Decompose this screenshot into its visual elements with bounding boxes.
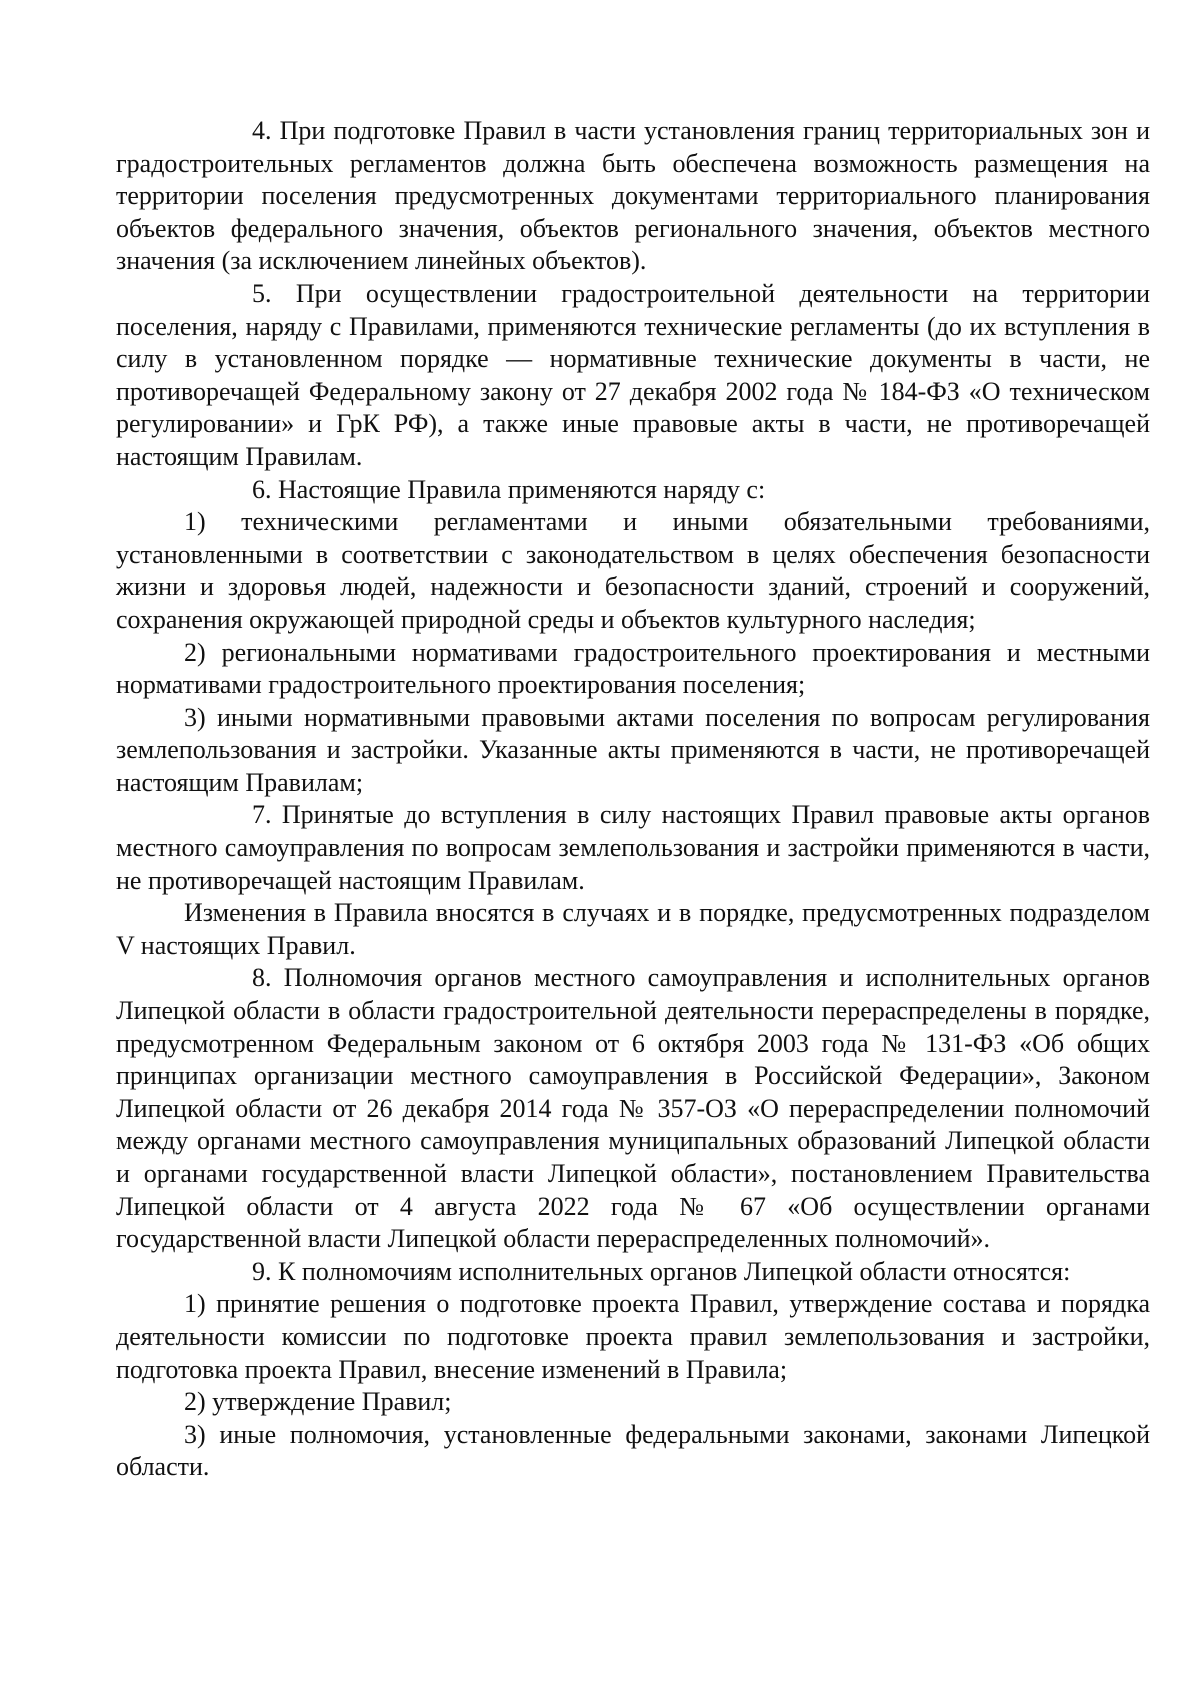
subitem-6-1 [116, 506, 1150, 636]
paragraph-text: К полномочиям исполнительных органов Липецкой области относятся: [278, 1256, 1071, 1286]
paragraph-number: 9. [252, 1256, 272, 1286]
paragraph-number: 6. [252, 474, 272, 504]
paragraph-5 [116, 278, 1150, 474]
subitem-number: 3) [184, 702, 206, 732]
paragraph-amendments [116, 897, 1150, 962]
paragraph-text: Изменения в Правила вносятся в случаях и в порядке, предусмотренных подразделом V настоящих Правил. [116, 898, 1150, 960]
subitem-6-2 [116, 637, 1150, 702]
subitem-text: региональными нормативами градостроительного проектирования и местными нормативами градостроительного проектирования поселения; [116, 637, 1150, 700]
subitem-9-1 [116, 1288, 1150, 1386]
paragraph-text: Настоящие Правила применяются наряду с: [278, 474, 766, 504]
paragraph-number: 4. [252, 116, 272, 145]
paragraph-7 [116, 799, 1150, 897]
subitem-text: утверждение Правил; [212, 1387, 452, 1417]
paragraph-9 [116, 1256, 1150, 1289]
document-page [116, 115, 1150, 1484]
subitem-9-3 [116, 1419, 1150, 1484]
subitem-number: 3) [184, 1419, 206, 1449]
paragraph-number: 7. [252, 800, 272, 830]
paragraph-text: Полномочия органов местного самоуправления и исполнительных органов Липецкой области в области градостроительной деятельности перераспределены в порядке, предусмотренном Федеральным законом от 6 октября 2003 года № 131-ФЗ «Об общих принципах организации местного самоуправления в Российской Федерации», Законом Липецкой области от 26 декабря 2014 года № 357-ОЗ «О перераспределении полномочий между органами местного самоуправления муниципальных образований Липецкой области и органами государственной власти Липецкой области», постановлением Правительства Липецкой области от 4 августа 2022 года № 67 «Об осуществлении органами государственной власти Липецкой области перераспределенных полномочий». [116, 963, 1151, 1254]
subitem-number: 2) [184, 1387, 206, 1417]
paragraph-8 [116, 962, 1150, 1255]
subitem-number: 1) [184, 507, 206, 537]
paragraph-text: При осуществлении градостроительной деятельности на территории поселения, наряду с Правилами, применяются технические регламенты (до их вступления в силу в установленном порядке — нормативные технические документы в части, не противоречащей Федеральному закону от 27 декабря 2002 года № 184-ФЗ «О техническом регулировании» и ГрК РФ), а также иные правовые акты в части, не противоречащей настоящим Правилам. [116, 278, 1150, 471]
subitem-text: иными нормативными правовыми актами поселения по вопросам регулирования землепользования и застройки. Указанные акты применяются в части, не противоречащей настоящим Правилам; [116, 702, 1151, 797]
subitem-text: иные полномочия, установленные федеральными законами, законами Липецкой области. [116, 1419, 1151, 1482]
paragraph-6 [116, 474, 1150, 507]
subitem-number: 2) [184, 637, 206, 667]
subitem-text: техническими регламентами и иными обязательными требованиями, установленными в соответствии с законодательством в целях обеспечения безопасности жизни и здоровья людей, надежности и безопасности зданий, строений и сооружений, сохранения окружающей природной среды и объектов культурного наследия; [116, 507, 1150, 634]
paragraph-text: При подготовке Правил в части установления границ территориальных зон и градостроительных регламентов должна быть обеспечена возможность размещения на территории поселения предусмотренных документами территориального планирования объектов федерального значения, объектов регионального значения, объектов местного значения (за исключением линейных объектов). [116, 116, 1150, 276]
paragraph-4 [116, 115, 1150, 278]
subitem-9-2 [116, 1386, 1150, 1419]
paragraph-number: 8. [252, 963, 272, 993]
subitem-number: 1) [184, 1289, 206, 1319]
subitem-text: принятие решения о подготовке проекта Правил, утверждение состава и порядка деятельности комиссии по подготовке проекта правил землепользования и застройки, подготовка проекта Правил, внесение изменений в Правила; [116, 1289, 1151, 1384]
subitem-6-3 [116, 702, 1150, 800]
paragraph-text: Принятые до вступления в силу настоящих Правил правовые акты органов местного самоуправления по вопросам землепользования и застройки применяются в части, не противоречащей настоящим Правилам. [116, 800, 1151, 895]
paragraph-number: 5. [252, 278, 272, 308]
